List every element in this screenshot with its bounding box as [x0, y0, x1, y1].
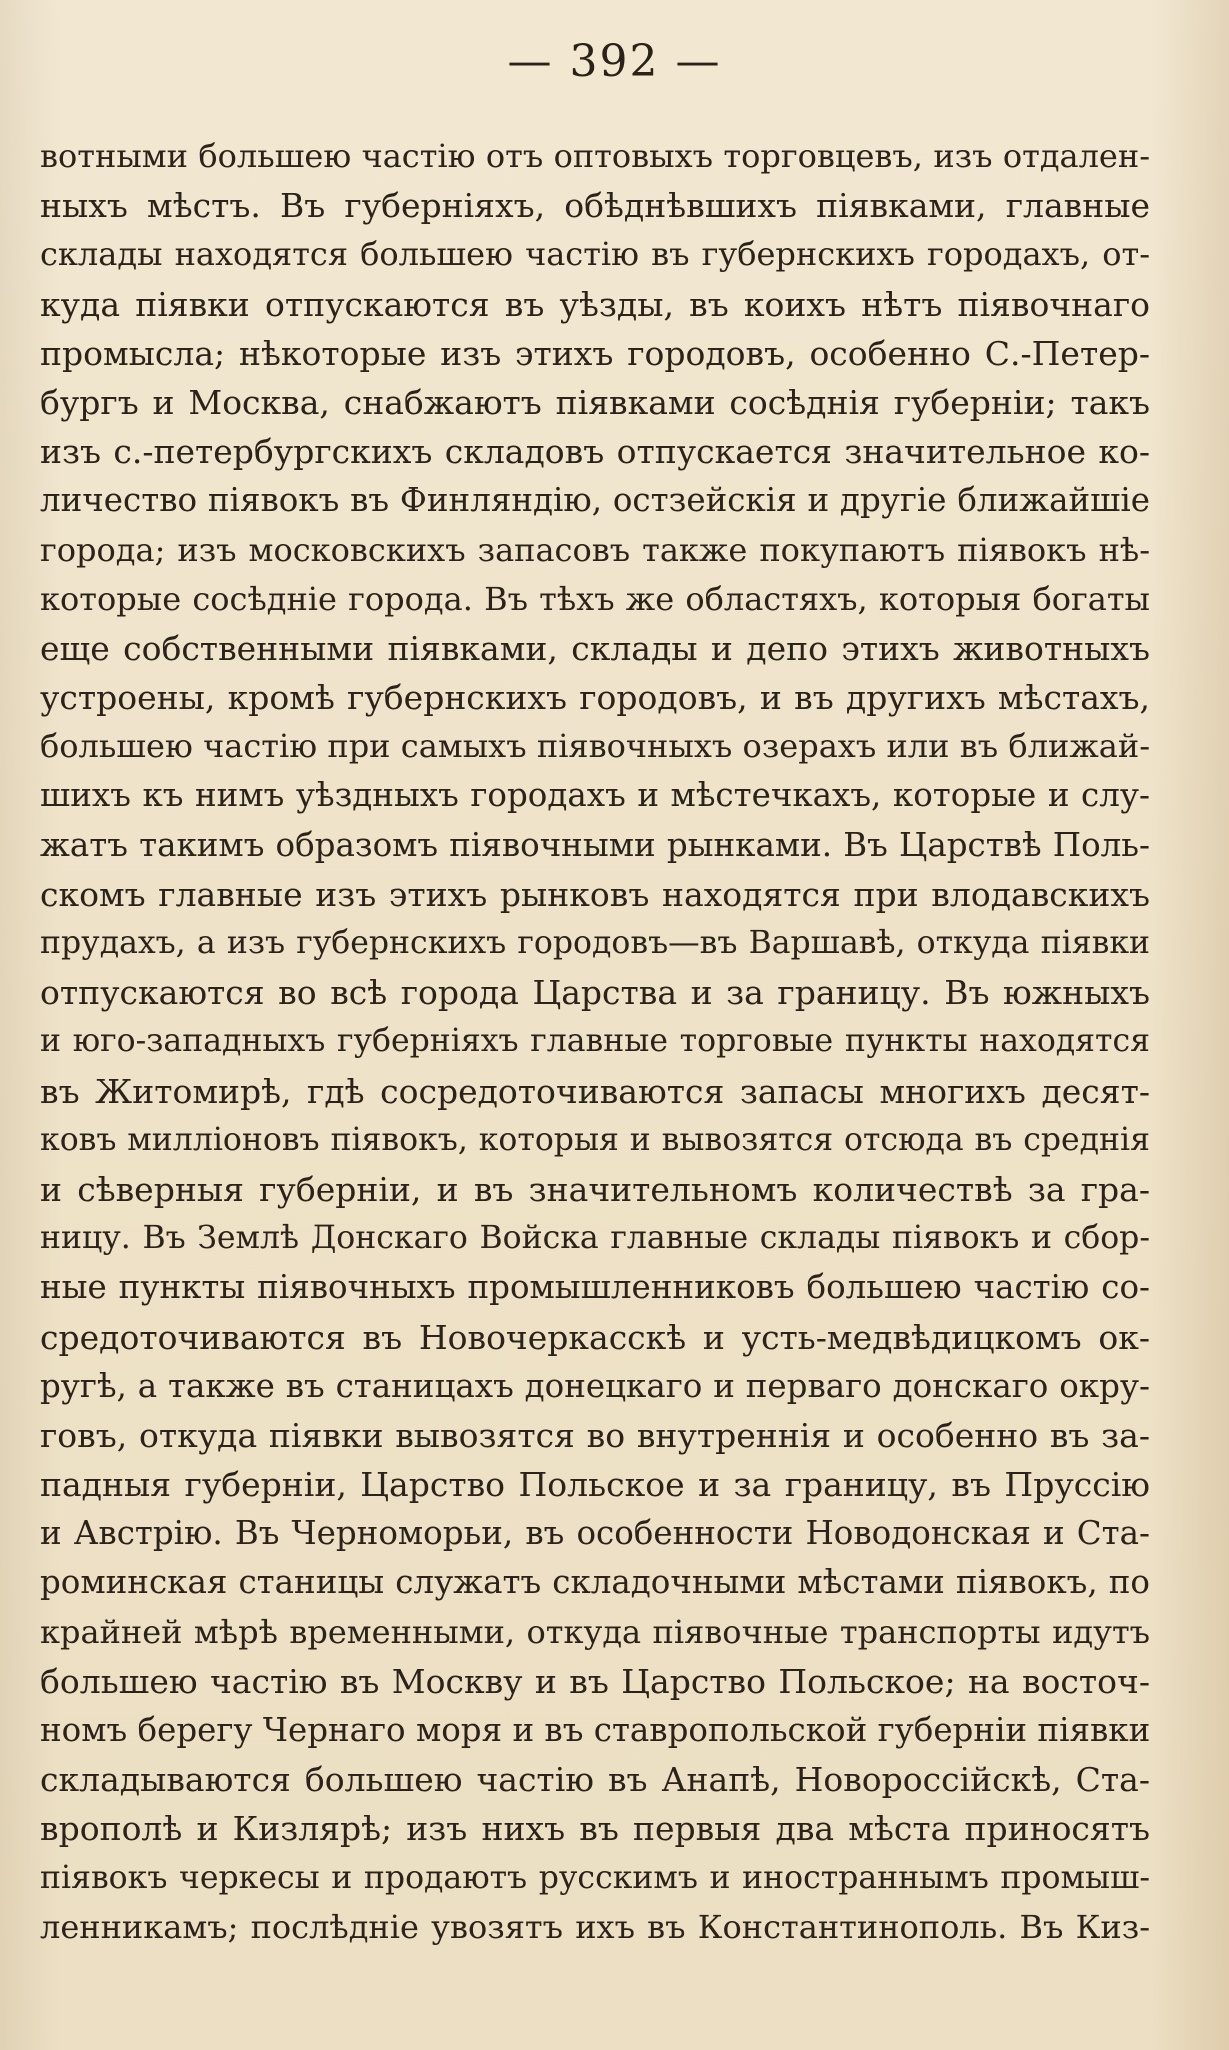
text-line: большею частію при самыхъ піявочныхъ озерахъ или въ ближай- — [40, 727, 1150, 766]
text-line: и юго-западныхъ губерніяхъ главные торговые пункты находятся — [40, 1023, 1150, 1060]
text-line: устроены, кромѣ губернскихъ городовъ, и въ другихъ мѣстахъ, — [40, 678, 1150, 718]
text-line: ковъ милліоновъ піявокъ, которыя и вывозятся отсюда въ среднія — [40, 1121, 1150, 1158]
text-line: вотными большею частію отъ оптовыхъ торговцевъ, изъ отдален- — [40, 137, 1150, 175]
text-line: номъ берегу Чернаго моря и въ ставропольской губерніи піявки — [40, 1711, 1150, 1749]
text-line: изъ с.-петербургскихъ складовъ отпускается значительное ко- — [40, 432, 1150, 472]
text-line: піявокъ черкесы и продаютъ русскимъ и иностраннымъ промыш- — [40, 1859, 1150, 1896]
text-line: жатъ такимъ образомъ піявочными рынками. Въ Царствѣ Поль- — [40, 825, 1150, 864]
text-line: еще собственными піявками, склады и депо этихъ животныхъ — [40, 628, 1150, 668]
text-line: падныя губерніи, Царство Польское и за границу, въ Пруссію — [40, 1465, 1150, 1505]
text-line: и Австрію. Въ Черноморьи, въ особенности Новодонская и Ста- — [40, 1514, 1150, 1553]
page-number: — 392 — — [507, 36, 722, 87]
text-line: города; изъ московскихъ запасовъ также покупаютъ піявокъ нѣ- — [40, 530, 1150, 569]
text-line: крайней мѣрѣ временными, откуда піявочные транспорты идутъ — [40, 1612, 1150, 1651]
text-line: складываются большею частію въ Анапѣ, Новороссійскѣ, Ста- — [40, 1760, 1150, 1800]
text-line: средоточиваются въ Новочеркасскѣ и усть-медвѣдицкомъ ок- — [40, 1317, 1150, 1357]
text-line: роминская станицы служатъ складочными мѣстами піявокъ, по — [40, 1563, 1150, 1602]
text-line: говъ, откуда піявки вывозятся во внутреннія и особенно въ за- — [40, 1415, 1150, 1455]
text-line: бургъ и Москва, снабжаютъ піявками сосѣднія губерніи; такъ — [40, 382, 1150, 422]
text-line: шихъ къ нимъ уѣздныхъ городахъ и мѣстечкахъ, которые и слу- — [40, 776, 1150, 815]
text-line: врополѣ и Кизлярѣ; изъ нихъ въ первыя два мѣста приносятъ — [40, 1809, 1150, 1849]
text-line: и сѣверныя губерніи, и въ значительномъ количествѣ за гра- — [40, 1169, 1150, 1209]
text-line: скомъ главные изъ этихъ рынковъ находятся при влодавскихъ — [40, 874, 1150, 914]
text-line: большею частію въ Москву и въ Царство Польское; на восточ- — [40, 1661, 1150, 1701]
text-line: промысла; нѣкоторые изъ этихъ городовъ, особенно С.-Петер- — [40, 333, 1150, 373]
text-line: ницу. Въ Землѣ Донскаго Войска главные склады піявокъ и сбор- — [40, 1220, 1150, 1257]
text-line: склады находятся большею частію въ губернскихъ городахъ, от- — [40, 235, 1150, 274]
text-line: личество піявокъ въ Финляндію, остзейскія и другіе ближайшіе — [40, 481, 1150, 520]
text-line: прудахъ, а изъ губернскихъ городовъ—въ Варшавѣ, откуда піявки — [40, 925, 1150, 961]
text-line: которые сосѣдніе города. Въ тѣхъ же областяхъ, которыя богаты — [40, 579, 1150, 618]
text-line: куда піявки отпускаются въ уѣзды, въ коихъ нѣтъ піявочнаго — [40, 284, 1150, 324]
text-line: ныхъ мѣстъ. Въ губерніяхъ, обѣднѣвшихъ піявками, главные — [40, 186, 1150, 226]
text-line: отпускаются во всѣ города Царства и за границу. Въ южныхъ — [40, 973, 1150, 1013]
text-line: ленникамъ; послѣдніе увозятъ ихъ въ Константинополь. Въ Киз- — [40, 1907, 1150, 1946]
text-body — [40, 132, 1150, 1952]
text-line: въ Житомирѣ, гдѣ сосредоточиваются запасы многихъ десят- — [40, 1071, 1150, 1111]
text-line: ругѣ, а также въ станицахъ донецкаго и перваго донскаго окру- — [40, 1366, 1150, 1405]
text-line: ные пункты піявочныхъ промышленниковъ большею частію со- — [40, 1268, 1150, 1307]
